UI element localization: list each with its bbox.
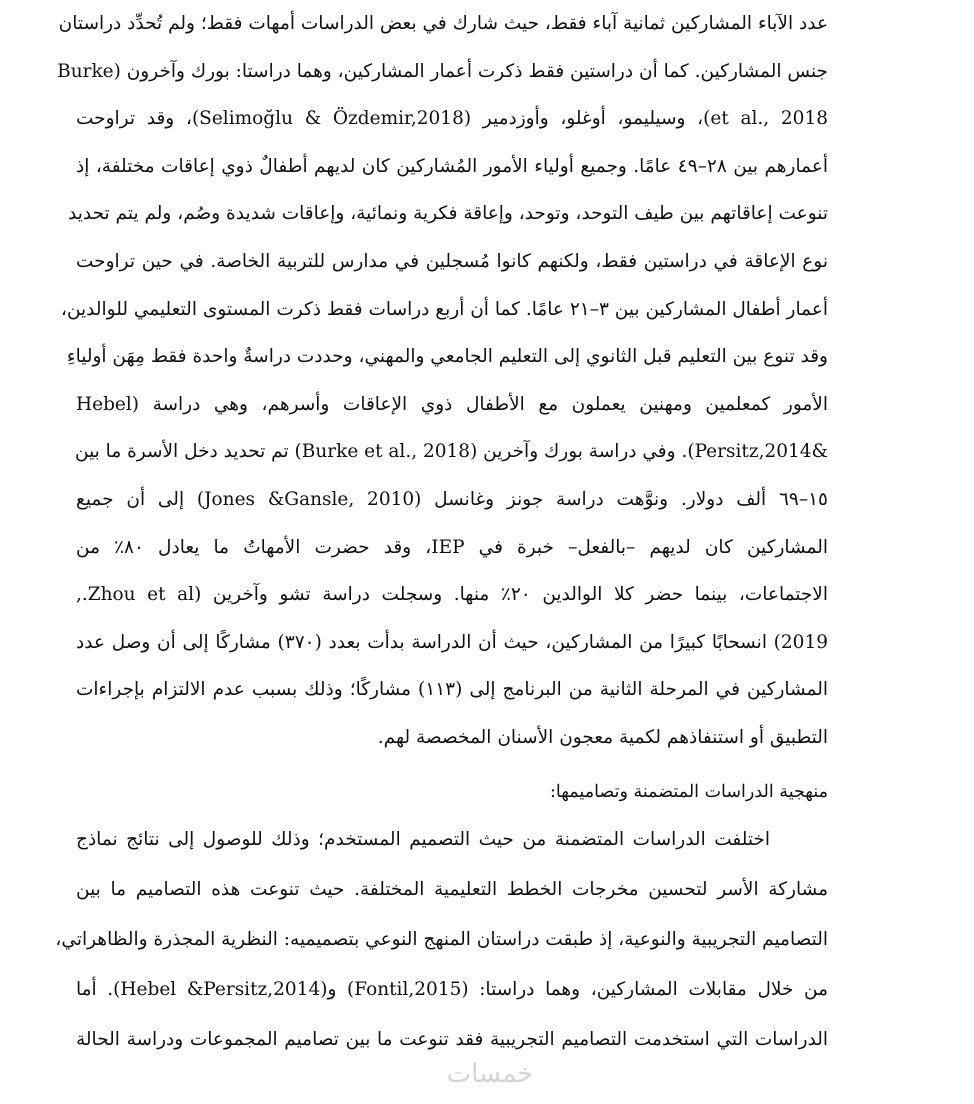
text-line: أعمارهم بين ٢٨–٤٩ عامًا. وجميع أولياء الأمور المُشاركين كان لديهم أطفالٌ ذوي إعاقات مختلفة، إذ: [76, 155, 828, 177]
text-line: المشاركين كان لديهم –بالفعل– خبرة في IEP، وقد حضرت الأمهاتُ ما يعادل ٨٠٪ من: [76, 536, 828, 558]
text-line: الاجتماعات، بينما حضر كلا الوالدين ٢٠٪ منها. وسجلت دراسة تشو وآخرين (Zhou et al.,: [76, 584, 828, 606]
text-line: الأمور كمعلمين ومهنين يعملون مع الأطفال ذوي الإعاقات وأسرهم، وهي دراسة (Hebel: [76, 393, 828, 415]
text-line: مشاركة الأسر لتحسين مخرجات الخطط التعليمية المختلفة. حيث تنوعت هذه التصاميم ما بين: [76, 879, 828, 900]
text-line: 2019) انسحابًا كبيرًا من المشاركين، حيث أن الدراسة بدأت بعدد (٣٧٠) مشاركًا إلى أن وصل عدد: [76, 631, 828, 653]
watermark-logo: خمسات: [446, 1059, 534, 1089]
text-line: من خلال مقابلات المشاركين، وهما دراستا: (Fontil,2015) و(Hebel &Persitz,2014). أما: [76, 979, 828, 1000]
text-line: المشاركين في المرحلة الثانية من البرنامج إلى (١١٣) مشاركًا؛ وذلك بسبب عدم الالتزام بإجراءات: [76, 679, 828, 701]
text-line: التصاميم التجريبية والنوعية، إذ طبقت دراستان المنهج النوعي بتصميميه: النظرية المجذرة والظاهراتي،: [55, 929, 828, 950]
text-line: اختلفت الدراسات المتضمنة من حيث التصميم المستخدم؛ وذلك للوصول إلى نتائج نماذج: [76, 829, 770, 850]
text-line: جنس المشاركين. كما أن دراستين فقط ذكرت أعمار المشاركين، وهما دراستا: بورك وآخرون (Burke: [57, 60, 828, 82]
text-line: أعمار أطفال المشاركين بين ٣–٢١ عامًا. كما أن أربع دراسات فقط ذكرت المستوى التعليمي للوالدين،: [60, 298, 828, 320]
section-heading: منهجية الدراسات المتضمنة وتصاميمها:: [550, 782, 828, 802]
text-line: التطبيق أو استنفاذهم لكمية معجون الأسنان المخصصة لهم.: [377, 726, 828, 748]
paragraph-methodology: [55, 815, 828, 1065]
text-line: ١٥–٦٩ ألف دولار. ونوَّهت دراسة جونز وغانسل (Jones &Gansle, 2010) إلى أن جميع: [76, 488, 828, 510]
text-line: et al., 2018)، وسيليمو، أوغلو، وأوزدمير (Selimoğlu & Özdemir,2018)، وقد تراوحت: [76, 108, 828, 130]
text-line: تنوعت إعاقاتهم بين طيف التوحد، وتوحد، وإعاقة فكرية ونمائية، وإعاقات شديدة وصُم، ولم يتم تحديد: [68, 203, 828, 225]
text-line: وقد تنوع بين التعليم قبل الثانوي إلى التعليم الجامعي والمهني، وحددت دراسةٌ واحدة فقط مِهَن أولياءِ: [66, 346, 828, 368]
text-line: الدراسات التي استخدمت التصاميم التجريبية فقد تنوعت ما بين تصاميم المجموعات ودراسة الحالة: [76, 1029, 828, 1050]
paragraph-participants: [57, 0, 828, 762]
text-line: &Persitz,2014). وفي دراسة بورك وآخرين (Burke et al., 2018) تم تحديد دخل الأسرة ما بين: [74, 441, 828, 463]
text-line: عدد الآباء المشاركين ثمانية آباء فقط، حيث شارك في بعض الدراسات أمهات فقط؛ ولم تُحدِّد دراستان: [58, 13, 828, 34]
text-line: نوع الإعاقة في دراستين فقط، ولكنهم كانوا مُسجلين في مدارس للتربية الخاصة. في حين تراوحت: [76, 250, 828, 272]
